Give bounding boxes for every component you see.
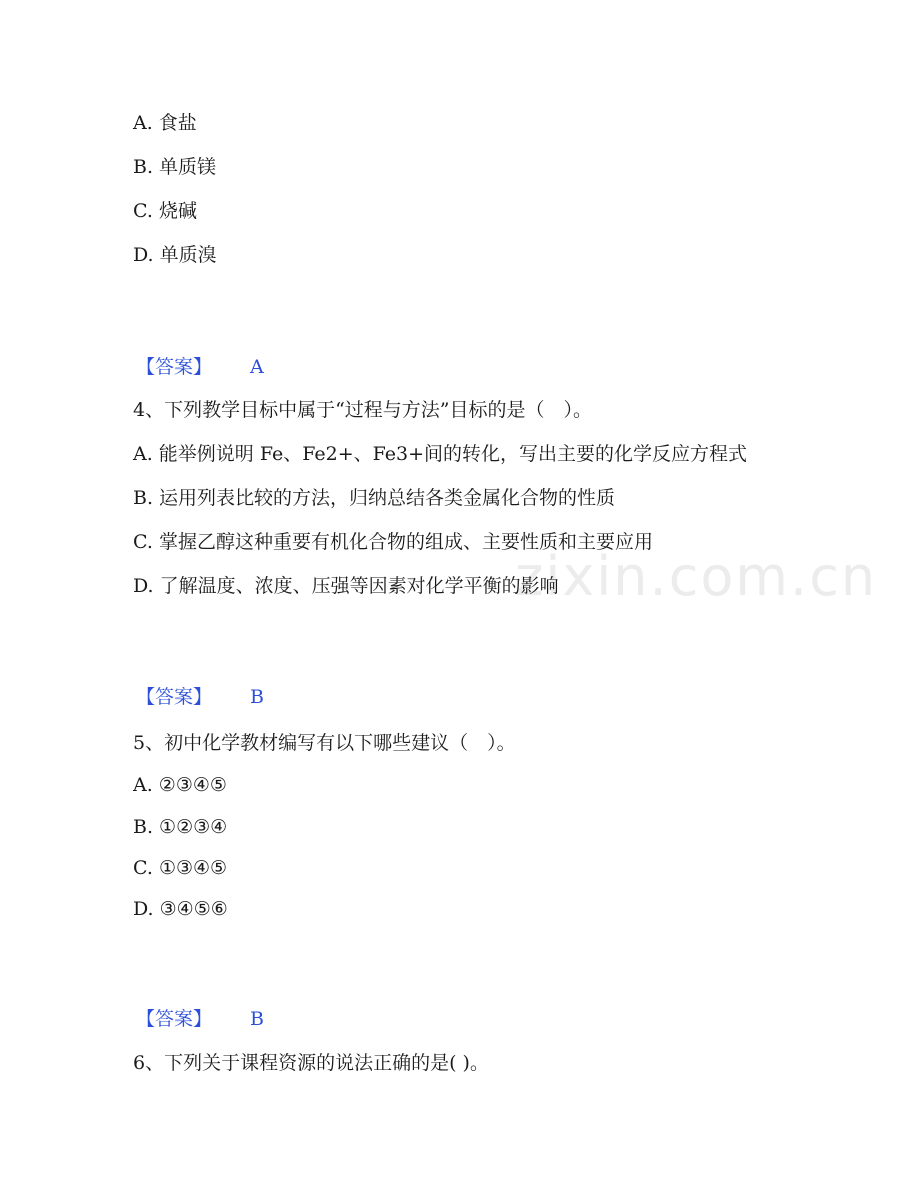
- q3-answer: [136, 354, 264, 380]
- q3-option-b: B. 单质镁: [133, 156, 217, 178]
- watermark: zixin.com.cn: [515, 545, 878, 608]
- answer-label: 【答案】: [136, 1008, 213, 1030]
- q5-option-b: B. ①②③④: [133, 816, 228, 838]
- q4-answer: [136, 684, 264, 710]
- q5-option-a: A. ②③④⑤: [133, 774, 227, 796]
- answer-value: B: [250, 686, 264, 708]
- answer-label: 【答案】: [136, 356, 213, 378]
- q4-option-c: C. 掌握乙醇这种重要有机化合物的组成、主要性质和主要应用: [133, 531, 653, 553]
- q6-stem: 6、下列关于课程资源的说法正确的是( )。: [133, 1052, 489, 1074]
- answer-value: A: [250, 356, 264, 378]
- q4-option-a: A. 能举例说明 Fe、Fe2+、Fe3+间的转化，写出主要的化学反应方程式: [133, 443, 748, 465]
- q4-option-d: D. 了解温度、浓度、压强等因素对化学平衡的影响: [133, 575, 559, 597]
- q5-stem: 5、初中化学教材编写有以下哪些建议（ ）。: [133, 732, 516, 754]
- q5-option-d: D. ③④⑤⑥: [133, 898, 228, 920]
- answer-label: 【答案】: [136, 686, 213, 708]
- q5-option-c: C. ①③④⑤: [133, 857, 228, 879]
- answer-value: B: [250, 1008, 264, 1030]
- q3-option-a: A. 食盐: [133, 112, 197, 134]
- q3-option-d: D. 单质溴: [133, 244, 217, 266]
- q4-option-b: B. 运用列表比较的方法，归纳总结各类金属化合物的性质: [133, 487, 616, 509]
- q3-option-c: C. 烧碱: [133, 200, 197, 222]
- q5-answer: [136, 1006, 264, 1032]
- q4-stem: 4、下列教学目标中属于“过程与方法”目标的是（ ）。: [133, 399, 593, 421]
